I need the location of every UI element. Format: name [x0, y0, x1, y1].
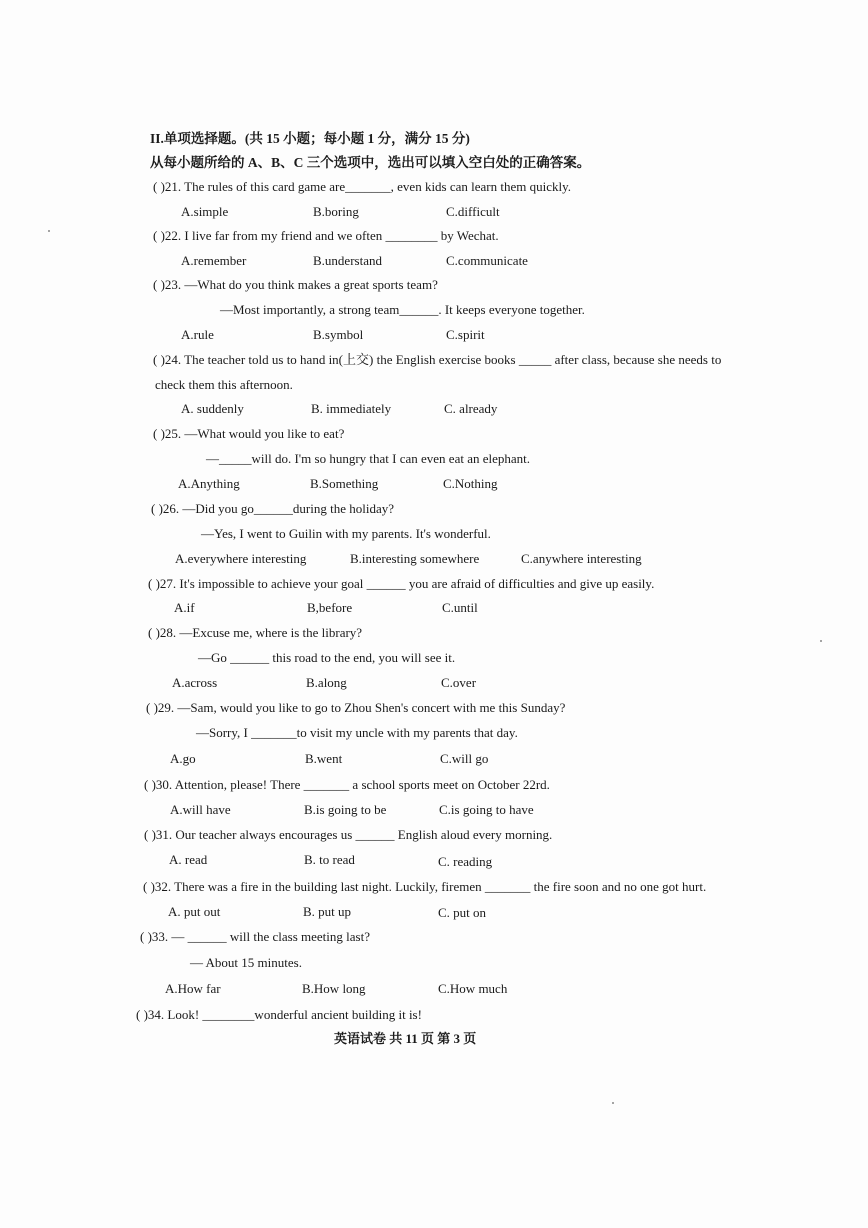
q30-option-a: A.will have: [170, 802, 231, 817]
q26-option-c: C.anywhere interesting: [521, 551, 642, 566]
q27-option-b: B,before: [307, 600, 353, 615]
q21-option-a: A.simple: [181, 204, 229, 219]
q32-option-c: C. put on: [438, 905, 487, 920]
q23-option-b: B.symbol: [313, 327, 364, 342]
question-25-reply: —_____will do. I'm so hungry that I can even eat an elephant.: [206, 451, 531, 466]
q21-option-c: C.difficult: [446, 204, 500, 219]
q23-option-c: C.spirit: [446, 327, 485, 342]
q23-option-a: A.rule: [181, 327, 214, 342]
question-31: ( )31. Our teacher always encourages us ______ English aloud every morning.: [144, 827, 553, 842]
q22-option-c: C.communicate: [446, 253, 528, 268]
q25-option-b: B.Something: [310, 476, 379, 491]
q28-option-c: C.over: [441, 675, 477, 690]
q27-option-a: A.if: [174, 600, 195, 615]
q33-option-a: A.How far: [165, 981, 221, 996]
section-instruction: 从每小题所给的 A、B、C 三个选项中，选出可以填入空白处的正确答案。: [150, 155, 591, 170]
scan-speck: [48, 230, 50, 232]
q25-option-a: A.Anything: [178, 476, 240, 491]
section-title: II.单项选择题。(共 15 小题；每小题 1 分，满分 15 分): [150, 131, 470, 146]
question-25: ( )25. —What would you like to eat?: [153, 426, 345, 441]
q32-option-a: A. put out: [168, 904, 221, 919]
question-23-reply: —Most importantly, a strong team______. It keeps everyone together.: [220, 302, 585, 317]
scan-speck: [612, 1102, 614, 1104]
q26-option-a: A.everywhere interesting: [175, 551, 307, 566]
question-24-cont: check them this afternoon.: [155, 377, 293, 392]
q27-option-c: C.until: [442, 600, 478, 615]
question-24: ( )24. The teacher told us to hand in(上交) the English exercise books _____ after class, because she needs to: [153, 352, 722, 367]
question-30: ( )30. Attention, please! There _______ a school sports meet on October 22rd.: [144, 777, 550, 792]
question-28: ( )28. —Excuse me, where is the library?: [148, 625, 363, 640]
question-33-reply: — About 15 minutes.: [190, 955, 302, 970]
q26-option-b: B.interesting somewhere: [350, 551, 480, 566]
page-footer: 英语试卷 共 11 页 第 3 页: [334, 1031, 477, 1046]
question-27: ( )27. It's impossible to achieve your goal ______ you are afraid of difficulties and give up easily.: [148, 576, 655, 591]
q29-option-a: A.go: [170, 751, 196, 766]
q22-option-b: B.understand: [313, 253, 382, 268]
q29-option-c: C.will go: [440, 751, 489, 766]
q31-option-a: A. read: [169, 852, 208, 867]
question-29-reply: —Sorry, I _______to visit my uncle with my parents that day.: [196, 725, 518, 740]
question-21: ( )21. The rules of this card game are_______, even kids can learn them quickly.: [153, 179, 572, 194]
q31-option-b: B. to read: [304, 852, 355, 867]
question-33: ( )33. — ______ will the class meeting last?: [140, 929, 370, 944]
question-22: ( )22. I live far from my friend and we often ________ by Wechat.: [153, 228, 499, 243]
q32-option-b: B. put up: [303, 904, 352, 919]
question-34: ( )34. Look! ________wonderful ancient building it is!: [136, 1007, 422, 1022]
q31-option-c: C. reading: [438, 854, 493, 869]
question-29: ( )29. —Sam, would you like to go to Zhou Shen's concert with me this Sunday?: [146, 700, 566, 715]
question-26-reply: —Yes, I went to Guilin with my parents. It's wonderful.: [201, 526, 491, 541]
q33-option-c: C.How much: [438, 981, 508, 996]
question-32: ( )32. There was a fire in the building last night. Luckily, firemen _______ the fire soon and no one got hurt.: [143, 879, 707, 894]
q33-option-b: B.How long: [302, 981, 366, 996]
q28-option-b: B.along: [306, 675, 347, 690]
q30-option-c: C.is going to have: [439, 802, 534, 817]
q29-option-b: B.went: [305, 751, 343, 766]
q24-option-c: C. already: [444, 401, 498, 416]
q25-option-c: C.Nothing: [443, 476, 498, 491]
question-28-reply: —Go ______ this road to the end, you will see it.: [198, 650, 456, 665]
question-26: ( )26. —Did you go______during the holiday?: [151, 501, 394, 516]
q24-option-a: A. suddenly: [181, 401, 244, 416]
q30-option-b: B.is going to be: [304, 802, 387, 817]
scan-speck: [820, 640, 822, 642]
question-23: ( )23. —What do you think makes a great sports team?: [153, 277, 438, 292]
q21-option-b: B.boring: [313, 204, 359, 219]
q22-option-a: A.remember: [181, 253, 247, 268]
q24-option-b: B. immediately: [311, 401, 392, 416]
q28-option-a: A.across: [172, 675, 218, 690]
